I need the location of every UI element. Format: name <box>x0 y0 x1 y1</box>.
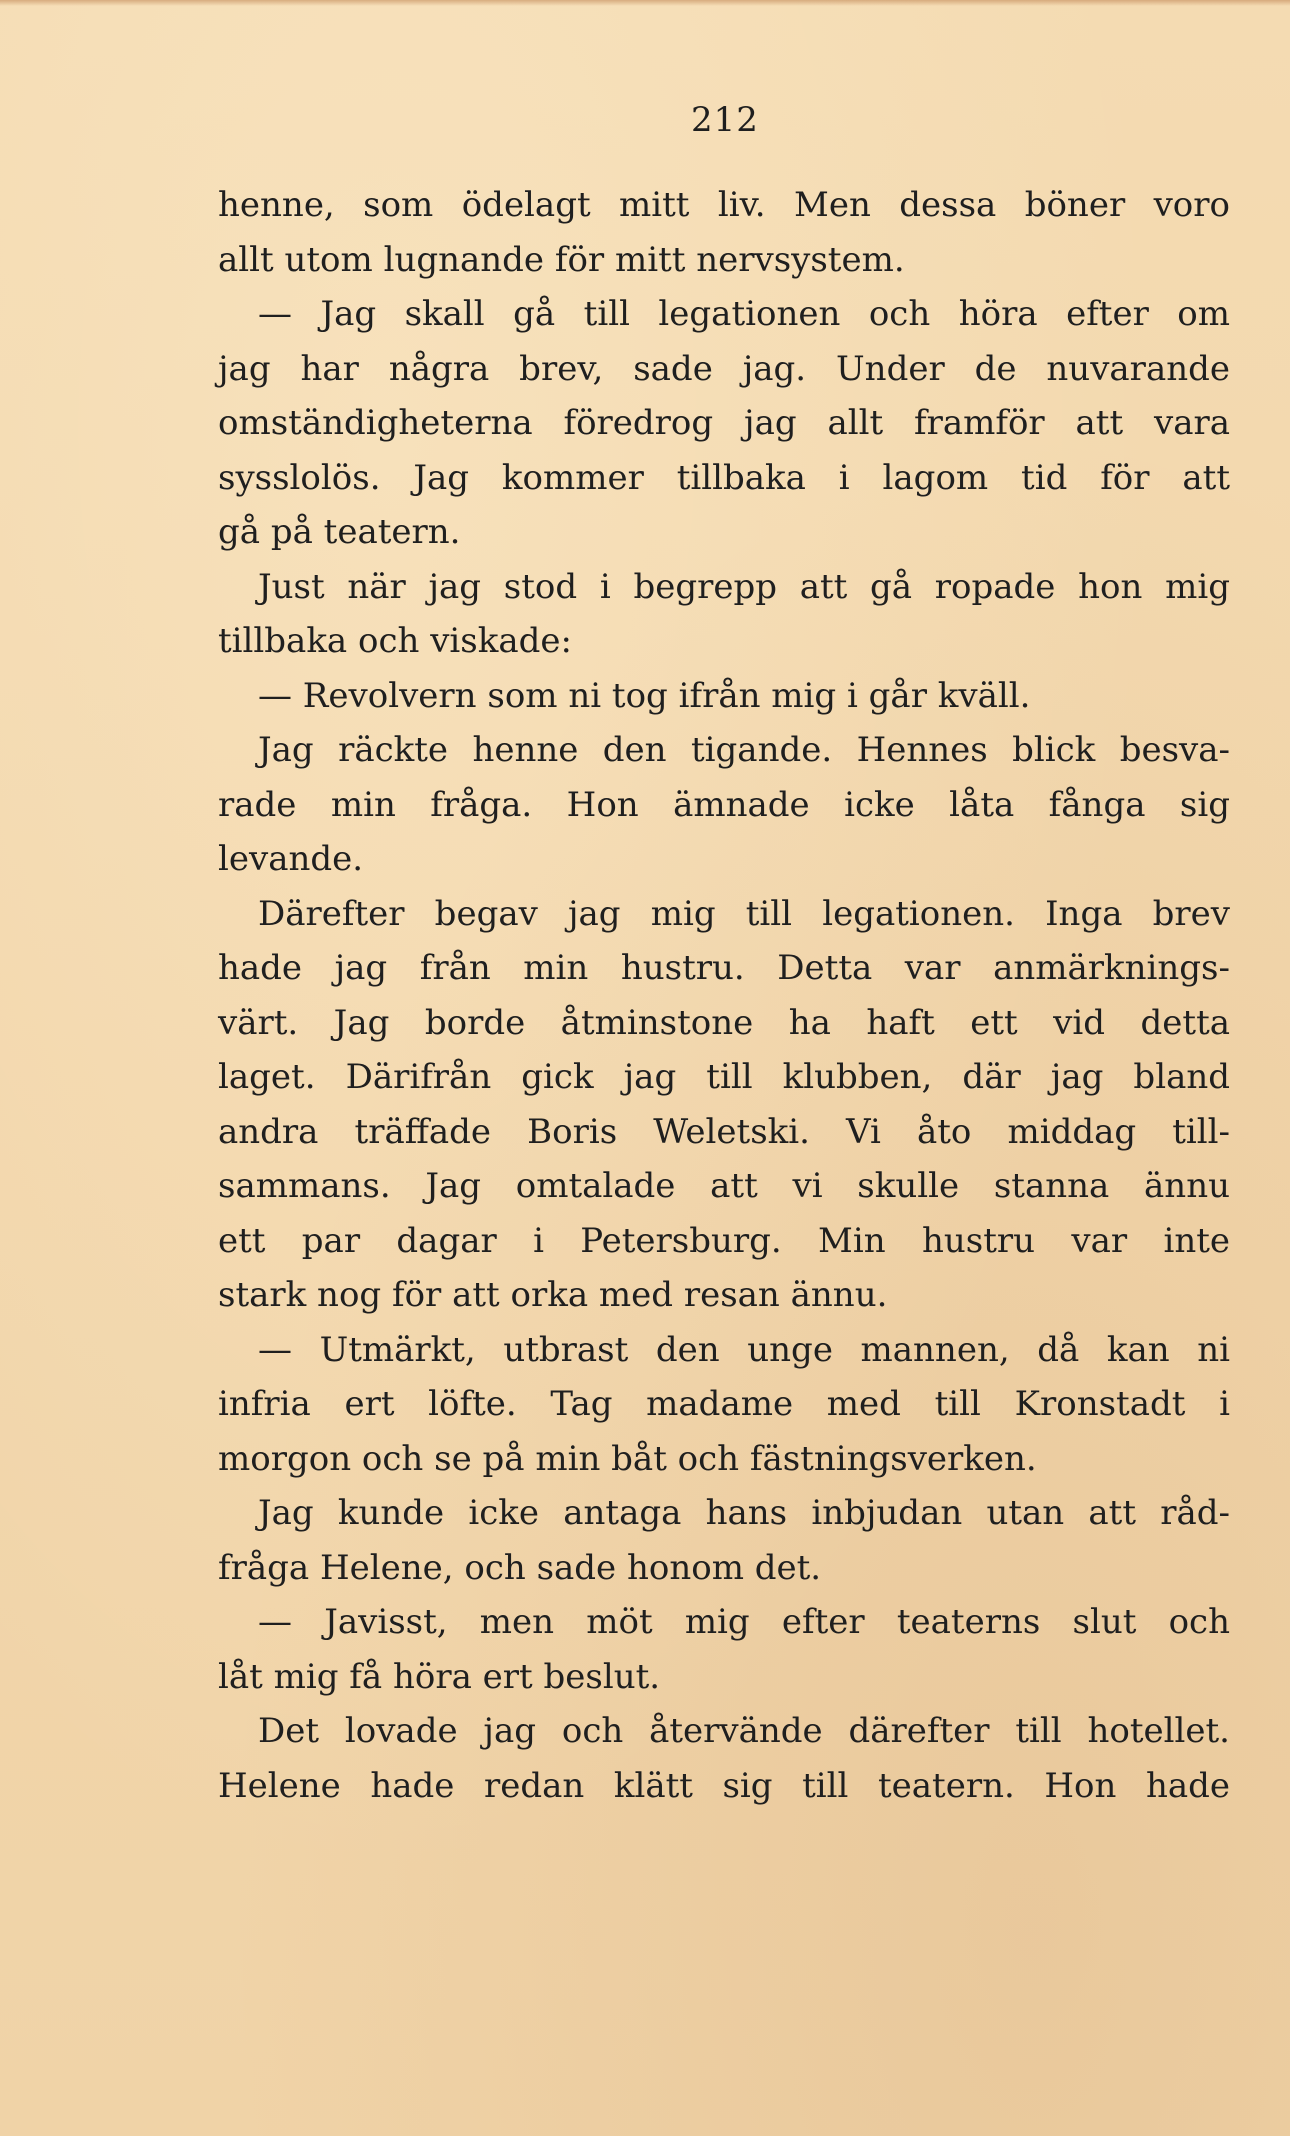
text-line: Därefter begav jag mig till legationen. Inga brev <box>258 893 1230 934</box>
text-line: sammans. Jag omtalade att vi skulle stanna ännu <box>218 1166 1230 1206</box>
text-line: rade min fråga. Hon ämnade icke låta fånga sig <box>218 784 1230 825</box>
text-line: Jag kunde icke antaga hans inbjudan utan att råd- <box>258 1493 1230 1533</box>
text-line: Just när jag stod i begrepp att gå ropade hon mig <box>258 566 1230 607</box>
text-line: jag har några brev, sade jag. Under de nuvarande <box>218 348 1230 389</box>
text-line: gå på teatern. <box>218 512 461 552</box>
page-top-edge <box>0 0 1290 6</box>
text-line: infria ert löfte. Tag madame med till Kronstadt i <box>218 1384 1230 1424</box>
text-line: — Utmärkt, utbrast den unge mannen, då kan ni <box>258 1329 1230 1370</box>
text-line: låt mig få höra ert beslut. <box>218 1656 661 1697</box>
text-line: allt utom lugnande för mitt nervsystem. <box>218 239 905 280</box>
text-line: morgon och se på min båt och fästningsverken. <box>218 1438 1037 1479</box>
page-number: 212 <box>691 100 759 140</box>
text-line: Helene hade redan klätt sig till teatern. Hon hade <box>218 1765 1230 1806</box>
text-line: — Javisst, men möt mig efter teaterns slut och <box>258 1602 1230 1642</box>
text-line: omständigheterna föredrog jag allt framför att vara <box>218 403 1230 443</box>
text-line: Det lovade jag och återvände därefter till hotellet. <box>258 1711 1230 1751</box>
text-line: — Jag skall gå till legationen och höra efter om <box>258 294 1230 334</box>
text-line: — Revolvern som ni tog ifrån mig i går kväll. <box>258 675 1031 716</box>
text-line: Jag räckte henne den tigande. Hennes blick besva- <box>258 730 1230 770</box>
text-line: andra träffade Boris Weletski. Vi åto middag till- <box>218 1111 1230 1152</box>
text-line: ett par dagar i Petersburg. Min hustru var inte <box>218 1220 1230 1261</box>
text-line: henne, som ödelagt mitt liv. Men dessa böner voro <box>218 185 1230 225</box>
text-line: sysslolös. Jag kommer tillbaka i lagom tid för att <box>218 457 1230 498</box>
text-line: värt. Jag borde åtminstone ha haft ett vid detta <box>218 1002 1230 1043</box>
text-line: levande. <box>218 839 364 879</box>
body-text <box>218 178 1230 1813</box>
text-line: stark nog för att orka med resan ännu. <box>218 1275 888 1315</box>
text-line: tillbaka och viskade: <box>218 621 572 661</box>
text-line: laget. Därifrån gick jag till klubben, där jag bland <box>218 1057 1230 1097</box>
text-line: fråga Helene, och sade honom det. <box>218 1547 822 1588</box>
text-line: hade jag från min hustru. Detta var anmärknings- <box>218 948 1230 988</box>
